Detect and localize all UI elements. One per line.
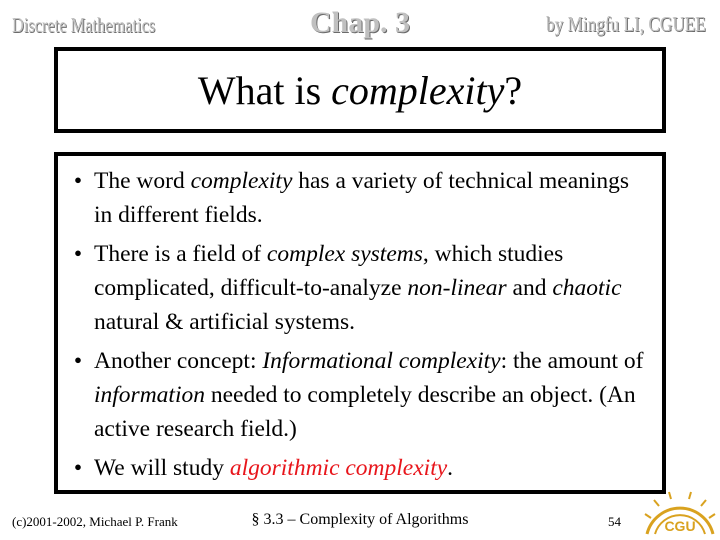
cgu-logo-icon xyxy=(641,482,719,540)
slide-title-box xyxy=(54,47,666,133)
slide-title xyxy=(198,67,522,114)
bullet-text xyxy=(94,241,622,335)
bullet-icon: • xyxy=(73,241,83,267)
title-emphasis: complexity xyxy=(331,67,505,113)
text-run: Another concept: xyxy=(94,348,263,374)
text-run: The word xyxy=(94,168,191,194)
text-run: has a variety of technical meanings in different fields. xyxy=(94,168,630,228)
italic-term: Informational complexity xyxy=(262,348,501,374)
title-prefix: What is xyxy=(197,67,332,113)
bullet-text xyxy=(94,348,644,442)
highlighted-term: algorithmic complexity xyxy=(229,455,448,481)
author-label: by Mingfu LI, CGUEE xyxy=(546,12,706,36)
text-run: . xyxy=(447,455,454,481)
copyright-footer: (c)2001-2002, Michael P. Frank xyxy=(12,514,178,529)
logo-text: CGU xyxy=(664,518,696,534)
title-suffix: ? xyxy=(504,67,523,113)
italic-term: complexity xyxy=(190,168,293,194)
bullet-item xyxy=(68,451,648,485)
text-run: , which studies complicated, difficult-to-analyze xyxy=(94,241,564,301)
page-number: 54 xyxy=(608,514,621,529)
text-run: There is a field of xyxy=(94,241,267,267)
text-run: needed to completely describe an object. (An active research field.) xyxy=(94,382,636,442)
bullet-item xyxy=(68,344,648,446)
bullet-item xyxy=(68,164,648,232)
text-run: and xyxy=(506,275,553,301)
content-box xyxy=(54,152,666,494)
text-run: We will study xyxy=(94,455,230,481)
chapter-label: Chap. 3 xyxy=(309,6,411,39)
section-footer: § 3.3 – Complexity of Algorithms xyxy=(251,511,469,528)
italic-term: complex systems xyxy=(266,241,423,267)
text-run: : the amount of xyxy=(500,348,644,374)
bullet-icon: • xyxy=(73,348,83,374)
course-title: Discrete Mathematics xyxy=(12,13,156,37)
bullet-text xyxy=(94,168,629,228)
bullet-list xyxy=(68,164,648,485)
italic-term: chaotic xyxy=(552,275,622,301)
bullet-icon: • xyxy=(73,168,83,194)
text-run: natural & artificial systems. xyxy=(94,309,356,335)
bullet-icon: • xyxy=(73,455,83,481)
italic-term: information xyxy=(94,382,205,408)
italic-term: non-linear xyxy=(407,275,507,301)
bullet-item xyxy=(68,237,648,339)
bullet-text xyxy=(94,455,453,481)
